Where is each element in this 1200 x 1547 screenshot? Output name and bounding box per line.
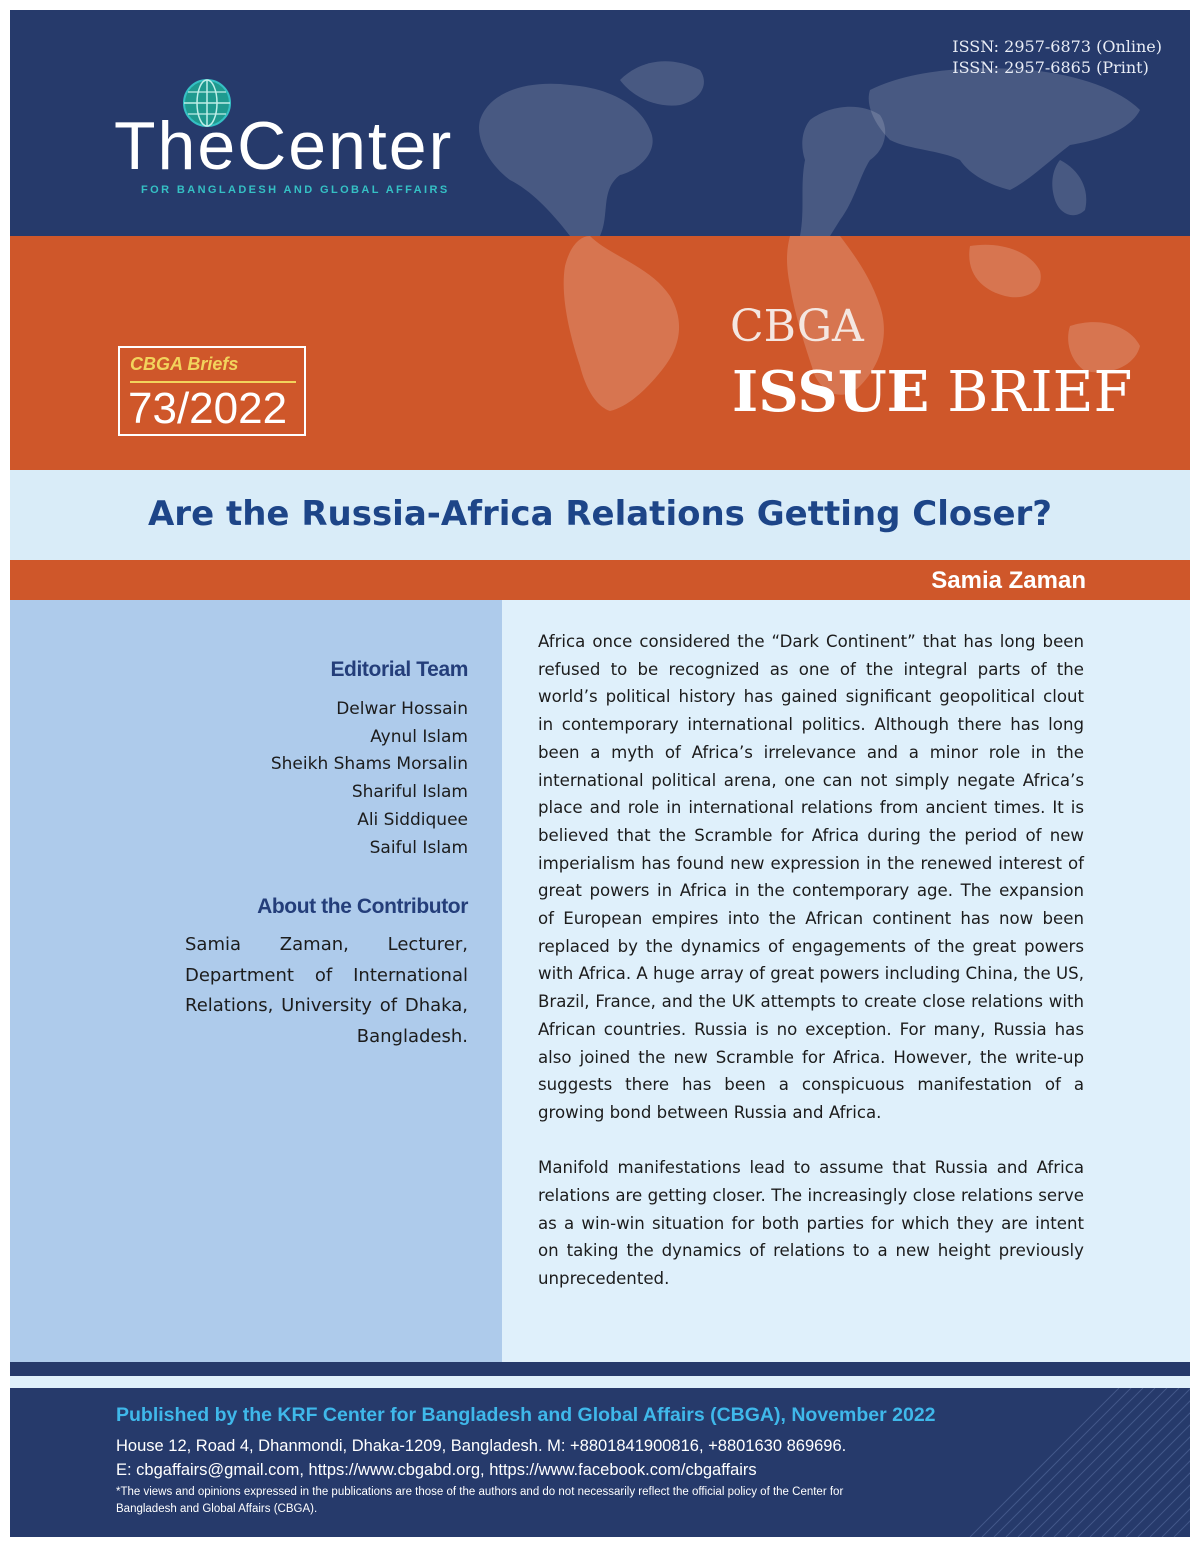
author-band bbox=[10, 560, 1190, 600]
banner-issue-word: ISSUE bbox=[732, 359, 930, 425]
footer-divider bbox=[10, 1362, 1190, 1376]
editor-name: Sheikh Shams Morsalin bbox=[270, 754, 468, 775]
article-paragraph: Africa once considered the “Dark Continent” that has long been refused to be recognized as one of the integral parts of the world’s political history has gained significant geopolitical clout in contemporary international politics. Although there has long been a myth of Africa’s irrelevance and a minor role in the international political arena, one can not simply negate Africa’s place and role in international relations from ancient times. It is believed that the Scramble for Africa during the period of new imperialism has found new expression in the renewed interest of great powers in Africa in the contemporary age. The expansion of European empires into the African continent has now been replaced by the dynamics of engagements of the great powers with Africa. A huge array of great powers including China, the US, Brazil, France, and the UK attempts to create close relations with African countries. Russia is no exception. For many, Russia has also joined the new Scramble for Africa. However, the write-up suggests there has been a conspicuous manifestation of a growing bond between Russia and Africa. bbox=[538, 632, 1084, 1122]
article-text bbox=[538, 628, 1084, 1321]
briefs-number: 73/2022 bbox=[128, 384, 288, 433]
issn-online: ISSN: 2957-6873 (Online) bbox=[952, 37, 1162, 56]
title-band bbox=[10, 470, 1190, 560]
editor-name: Delwar Hossain bbox=[336, 699, 468, 719]
issue-brief-page bbox=[10, 10, 1190, 1537]
footer-divider-light bbox=[10, 1376, 1190, 1388]
article-title: Are the Russia-Africa Relations Getting Closer? bbox=[147, 494, 1052, 534]
contributor-heading: About the Contributor bbox=[257, 895, 468, 918]
footer-contacts: E: cbgaffairs@gmail.com, https://www.cbgabd.org, https://www.facebook.com/cbgaffairs bbox=[116, 1461, 757, 1479]
header-banner bbox=[10, 236, 1190, 470]
editor-name: Saiful Islam bbox=[369, 837, 468, 858]
article-paragraph: Manifold manifestations lead to assume that Russia and Africa relations are getting closer. The increasingly close relations serve as a win-win situation for both parties for which they are intent on taking the dynamics of relations to a new height previously unprecedented. bbox=[538, 1158, 1084, 1289]
banner-issue-brief bbox=[732, 360, 1132, 425]
article-body bbox=[502, 600, 1190, 1362]
footer-address: House 12, Road 4, Dhanmondi, Dhaka-1209, Bangladesh. M: +8801841900816, +8801630 869696. bbox=[116, 1437, 847, 1455]
banner-brief-word: BRIEF bbox=[947, 360, 1133, 425]
footer-publisher: Published by the KRF Center for Bangladesh and Global Affairs (CBGA), November 2022 bbox=[116, 1404, 936, 1426]
editorial-team-list bbox=[271, 696, 468, 862]
contributor-text: Samia Zaman, Lecturer, Department of International Relations, University of Dhaka, Bangladesh. bbox=[185, 934, 468, 1047]
briefs-label: CBGA Briefs bbox=[130, 354, 239, 374]
editorial-team-heading: Editorial Team bbox=[330, 658, 468, 681]
issn-block bbox=[952, 36, 1162, 78]
editor-name: Aynul Islam bbox=[370, 726, 468, 747]
editor-name: Shariful Islam bbox=[351, 782, 468, 803]
header-top bbox=[10, 10, 1190, 236]
logo-wordmark: TheCenter bbox=[114, 108, 454, 184]
issn-print: ISSN: 2957-6865 (Print) bbox=[952, 58, 1149, 77]
logo-subtitle: FOR BANGLADESH AND GLOBAL AFFAIRS bbox=[141, 184, 450, 196]
banner-cbga: CBGA bbox=[730, 301, 864, 352]
footer-stripes-graphic bbox=[930, 1388, 1190, 1537]
footer-disclaimer: *The views and opinions expressed in the publications are those of the authors and do not necessarily reflect the official policy of the Center for Bangladesh and Global Affairs (CBGA). bbox=[116, 1486, 844, 1515]
article-author: Samia Zaman bbox=[931, 567, 1086, 594]
footer bbox=[10, 1388, 1190, 1537]
editor-name: Ali Siddiquee bbox=[357, 809, 468, 830]
briefs-underline bbox=[130, 381, 296, 383]
sidebar bbox=[10, 600, 502, 1362]
briefs-badge bbox=[118, 346, 306, 436]
